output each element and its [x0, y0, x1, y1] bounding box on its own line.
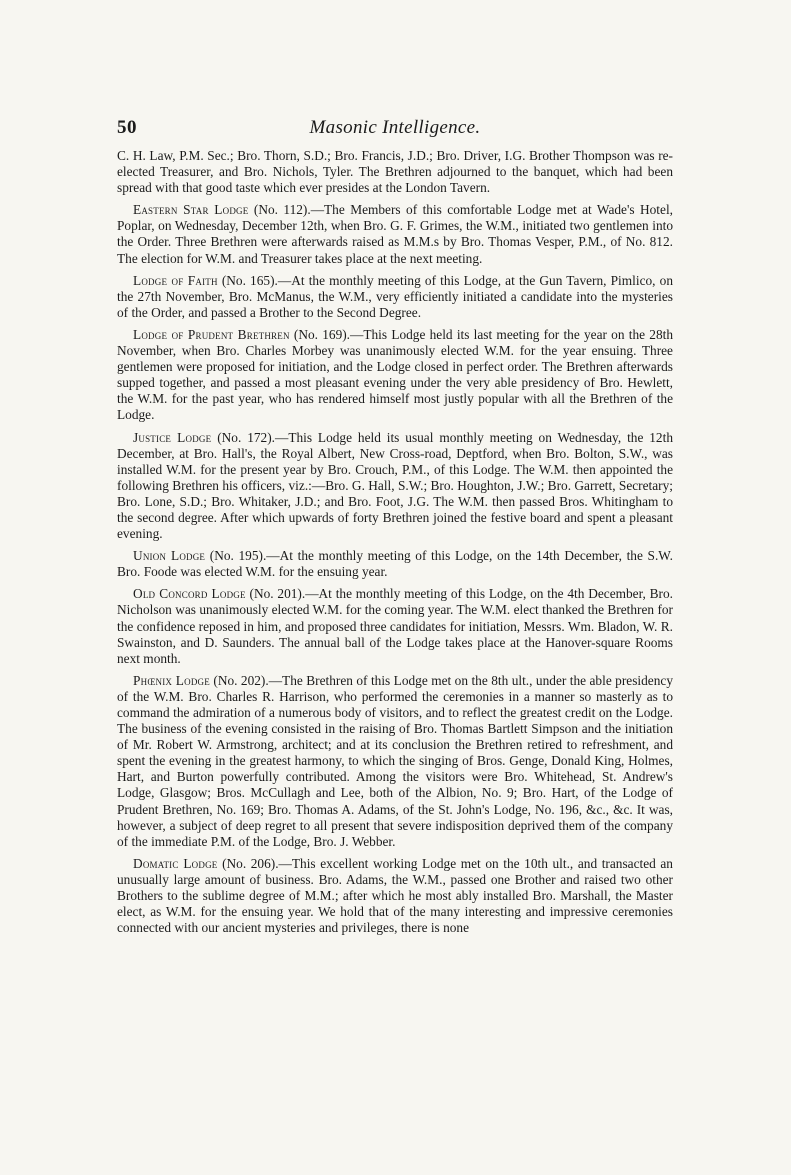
lodge-name: Union Lodge — [133, 548, 206, 564]
paragraph-text: C. H. Law, P.M. Sec.; Bro. Thorn, S.D.; Bro. Francis, J.D.; Bro. Driver, I.G. Brother Thompson was re-elected Treasurer, and Bro. Nichols, Tyler. The Brethren adjourned to the banquet, which had been spread with that good taste which ever presides at the London Tavern. — [117, 148, 673, 196]
paragraph-old-concord-lodge — [117, 586, 673, 666]
paragraph-text: (No. 112).—The Members of this comfortable Lodge met at Wade's Hotel, Poplar, on Wednesday, December 12th, when Bro. G. F. Grimes, the W.M., initiated two gentlemen into the Order. Three Brethren were afterwards raised as M.M.s by Bro. Thomas Vesper, P.M., of No. 812. The election for W.M. and Treasurer takes place at the next meeting. — [117, 202, 673, 266]
lodge-name: Old Concord Lodge — [133, 586, 246, 602]
paragraph-phoenix-lodge — [117, 673, 673, 850]
lodge-name: Lodge of Prudent Brethren — [133, 326, 290, 342]
paragraph-text: (No. 169).—This Lodge held its last meeting for the year on the 28th November, when Bro. Charles Morbey was unanimously elected W.M. for the year ensuing. Three gentlemen were proposed for initiation, and the Lodge closed in perfect order. The Brethren afterwards supped together, and passed a most pleasant evening under the very able presidency of Bro. Hewlett, the W.M. for the past year, who has rendered himself most justly popular with all the Brethren of the Lodge. — [117, 326, 673, 423]
paragraph-lodge-of-prudent-brethren — [117, 327, 673, 424]
lodge-name: Justice Lodge — [133, 429, 212, 445]
lodge-name: Eastern Star Lodge — [133, 202, 249, 218]
paragraph-continuation — [117, 148, 673, 196]
page-number: 50 — [117, 117, 137, 138]
lodge-name: Lodge of Faith — [133, 272, 218, 288]
lodge-name: Domatic Lodge — [133, 855, 218, 871]
paragraph-text: (No. 195).—At the monthly meeting of this Lodge, on the 14th December, the S.W. Bro. Foode was elected W.M. for the ensuing year. — [117, 548, 673, 580]
page-header — [117, 117, 673, 141]
article-body — [117, 148, 673, 942]
paragraph-domatic-lodge — [117, 856, 673, 936]
paragraph-union-lodge — [117, 548, 673, 580]
paragraph-text: (No. 172).—This Lodge held its usual monthly meeting on Wednesday, the 12th December, at Bro. Hall's, the Royal Albert, New Cross-road, Deptford, when Bro. Bolton, S.W., was installed W.M. for the present year by Bro. Crouch, P.M., of this Lodge. The W.M. then appointed the following Brethren his officers, viz.:—Bro. G. Hall, S.W.; Bro. Houghton, J.W.; Bro. Garrett, Secretary; Bro. Lone, S.D.; Bro. Whitaker, J.D.; and Bro. Foot, J.G. The W.M. then passed Bros. Whitingham to the second degree. After which upwards of forty Brethren joined the festive board and spent a pleasant evening. — [117, 429, 673, 542]
paragraph-text: (No. 165).—At the monthly meeting of this Lodge, at the Gun Tavern, Pimlico, on the 27th November, Bro. McManus, the W.M., very efficiently initiated a candidate into the mysteries of the Order, and passed a Brother to the Second Degree. — [117, 272, 673, 320]
paragraph-text: (No. 202).—The Brethren of this Lodge met on the 8th ult., under the able presidency of the W.M. Bro. Charles R. Harrison, who performed the ceremonies in a manner so masterly as to command the admiration of a numerous body of visitors, and to reflect the greatest credit on the Lodge. The business of the evening consisted in the raising of Bro. Thomas Bartlett Simpson and the initiation of Mr. Robert W. Armstrong, architect; and at its conclusion the Brethren retired to refreshment, and spent the evening in the greatest harmony, to which the singing of Bros. Genge, Donald King, Holmes, Hart, and Burton powerfully contributed. Among the visitors were Bro. Whitehead, St. Andrew's Lodge, Glasgow; Bros. McCullagh and Lee, both of the Albion, No. 9; Bro. Hart, of the Lodge of Prudent Brethren, No. 169; Bro. Thomas A. Adams, of the St. John's Lodge, No. 196, &c., &c. It was, however, a subject of deep regret to all present that severe indisposition deprived them of the company of the immediate P.M. of the Lodge, Bro. J. Webber. — [117, 672, 673, 849]
lodge-name: Phœnix Lodge — [133, 672, 210, 688]
paragraph-justice-lodge — [117, 430, 673, 543]
running-title: Masonic Intelligence. — [309, 117, 481, 138]
paragraph-text: (No. 206).—This excellent working Lodge met on the 10th ult., and transacted an unusually large amount of business. Bro. Adams, the W.M., passed one Brother and raised two other Brothers to the sublime degree of M.M.; after which he most ably installed Bro. Marshall, the Master elect, as W.M. for the ensuing year. We hold that of the many interesting and impressive ceremonies connected with our ancient mysteries and privileges, there is none — [117, 855, 673, 936]
paragraph-lodge-of-faith — [117, 273, 673, 321]
paragraph-text: (No. 201).—At the monthly meeting of this Lodge, on the 4th December, Bro. Nicholson was unanimously elected W.M. for the coming year. The W.M. elect thanked the Brethren for the confidence reposed in him, and proposed three candidates for initiation, Messrs. Wm. Bladon, W. R. Swainston, and D. Saunders. The annual ball of the Lodge takes place at the Hanover-square Rooms next month. — [117, 586, 673, 666]
paragraph-eastern-star-lodge — [117, 202, 673, 266]
